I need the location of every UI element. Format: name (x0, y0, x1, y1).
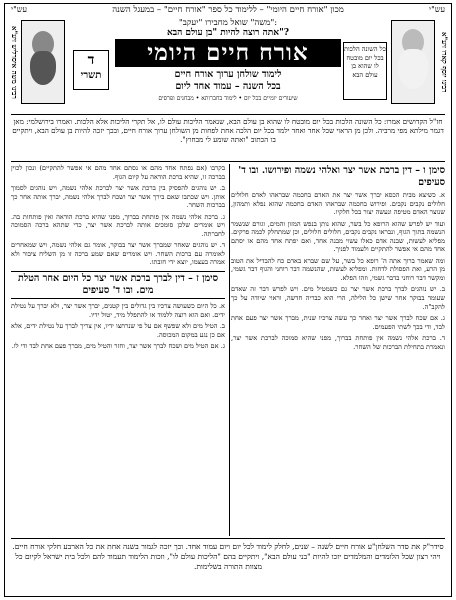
paragraph: ב. יש נוהגים להפסיק בין ברכת אשר יצר לברכת אלהי נשמה, ויש נוהגים לסמוך אותן. ויש שכתבו שאם בירך אשר יצר ושכח לברך אלהי נשמה, יברך אותה אחר כך בברכות השחר. (11, 184, 225, 210)
top-left-mark: עש"י (11, 5, 27, 14)
section-heading-siman-7: סימן ז – דין לברך ברכת אשר יצר כל היום אחר הטלת מים. ובו ד' סעיפים (11, 271, 225, 299)
page-frame (4, 3, 452, 597)
page-title: אורח חיים היומי (115, 39, 341, 67)
rabbi-portrait-left (21, 20, 65, 104)
date-month: תשרי (80, 70, 102, 81)
paragraph: ד. ברכת אלהי נשמה אין פותחת בברוך, מפני שהיא סמוכה לברכת אשר יצר, ונאמרת בתחילת הברכות של השחר. (231, 334, 445, 351)
tagline-2: בכל השנה – עמוד אחד ליום (175, 81, 281, 92)
left-column (11, 164, 225, 536)
subheading-question-2: אתה רוצה להיות "בן עולם הבא"? (166, 28, 290, 38)
paragraph: ועוד יש לפרש שהוא הרופא כל בשר, שהוא נותן בנפש המזון והמים, וגורם שנשמר הנשמה בתוך הגוף, ונבראו נקבים נקבים, חלולים חלולים, וכן שמתחלק לכמה פרקים. מפליא לעשות, שבנה אדם כאלו עשוי מבנה אחד, ואם יפתח אחד מהם או יסתם אחד מהם אי אפשר להתקיים ולעמוד לפניך. (231, 219, 445, 254)
paragraph: בקרבו (אם נפתח אחד מהם או נסתם אחד מהם אי אפשר להתקיים) ונכון לכוין בברכה זו, שהיא ברכת הודאה על קיום הגוף. (11, 164, 225, 181)
date-number: ד (87, 52, 95, 68)
right-scroll-label: רבינו יוסף קארו זיע"א (440, 31, 449, 93)
main-columns (11, 164, 445, 536)
paragraph: ב. הטיל מים ולא שפשף אם על פי שנרחצו ידיו, אין צריך לברך על נטילת ידים, אלא אם כן נגע במקום המכוסה. (11, 322, 225, 339)
footer-note: סידר"ק את סדר השלחן"ע אורח חיים לשנה – שנים, לחלק לימוד לכל יום ויום עמוד אחד. וכך יזכה לגמור בשנה אחת את כל הארבע חלקי אורח חיים. ויהי רצון שכל הלומדים והמלמדים יזכו להיות "בני עולם הבא", ויתקיים בהם "הליכות עולם לו", וזכות הלימוד תעמוד להם ולכל בית ישראל לקיום כל מצוות התורה בשלימות. (11, 538, 445, 594)
subheading-question: "משה" שואל מחבירו "יעקב": (178, 18, 278, 28)
paragraph: ד. יש נוהגים שאחר שמברך אשר יצר בבוקר, אומר גם אלהי נשמה, ויש שמאחרים לאומרה עם ברכות השחר. ויש אומרים שאם שמע ברכה זו מן השליח ציבור ולא אמרה בעצמו, יוצא ידי חובתו. (11, 241, 225, 267)
tagline: לימוד שולחן ערוך אורח חיים (174, 69, 282, 80)
paragraph: ומה שאמר ברוך אתה ה' רופא כל בשר, על שם שברא באדם כח להבדיל את הטוב מן הרע, ואת הפסולת לדחות. ומפליא לעשות, שהנשמה דבר רוחני והגוף דבר גשמי, ומקשר דבר רוחני בדבר גשמי, וזהו הפלא. (231, 256, 445, 282)
right-column (231, 164, 445, 536)
paragraph: ג. אם שכח לברך אשר יצר ואחר כך עשה צרכיו שנית, מברך אשר יצר פעם אחת לבד, ודי בכך לשתי הפעמים. (231, 314, 445, 331)
paragraph: א. כשיצא מבית הכסא יברך אשר יצר את האדם בחכמה שבראהו לאדם חלולים חלולים נקבים נקבים. ופירוש בחכמה שבראהו האדם בחכמה שהוא נפלא ותמהון, שנוצר האדם מטיפה ונעשה יצור בכל חלקיו. (231, 191, 445, 217)
column-divider (229, 164, 230, 536)
right-info-box: כל השונה הלכות בכל יום מובטח לו שהוא בן עולם הבא (343, 42, 387, 100)
rabbi-portrait-right (391, 20, 435, 104)
paragraph: ב. יש נוהגים לברך ברכת אשר יצר גם כשמטיל מים. ויש לפרש דבר זה שאדם שעומד בבוקר אחר שישן כל הלילה, הרי הוא כבריה חדשה, וראוי שיודה על כך להקב"ה. (231, 285, 445, 311)
top-right-mark: עש"י (429, 5, 445, 14)
header (5, 16, 451, 116)
paragraph: ג. אם הטיל מים ושכח לברך אשר יצר, וחזר והטיל מים, מברך פעם אחת לבד ודי לו. (11, 342, 225, 351)
intro-banner: חז"ל הקדושים אמרו: כל השונה הלכות בכל יום מובטח לו שהוא בן עולם הבא, שנאמר הליכות עולם לו, אל תקרי הליכות אלא הלכות. ואמרו בירושלמי: מאן דגמר מילתא מפי מרביה. ולכן מן הראוי שכל אחד ואחד ילמד בכל יום הלכה אחת לפחות מן השולחן ערוך אורח חיים, ובכך יזכה להיות בן עולם הבא, ויתקיים בו הכתוב "ואתה שומע לי מבחוץ". (11, 114, 445, 162)
paragraph: א. כל היום כשעושה צרכיו בין גדולים בין קטנים, יברך אשר יצר, ולא יברך על נטילת ידים. ואם הוא רוצה ללמוד או להתפלל מיד, יטול ידיו. (11, 302, 225, 319)
section-heading-siman-6: סימן ו – דין ברכת אשר יצר ואלהי נשמה ופירושו. ובו ד' סעיפים (238, 165, 445, 188)
info-line: שיעורים יומיים בכל יום • לימוד בחברותא • מבחנים ופרסים (158, 95, 298, 102)
date-box (73, 50, 109, 90)
left-scroll-label: רבינו משה איסרליש זיע"א (10, 25, 19, 99)
top-banner-text: מכון "אורח חיים היומי" – ללימוד כל ספר "אורח חיים" – במעגל השנה (112, 5, 344, 15)
top-banner (5, 4, 451, 16)
paragraph: ג. ברכת אלהי נשמה אין פותחת בברוך, מפני שהיא ברכת הודאה ואין פותחות בה. ויש אומרים שלכן סומכים אותה לברכת אשר יצר, כדי שתהא ברכה הסמוכה לחברתה. (11, 212, 225, 238)
